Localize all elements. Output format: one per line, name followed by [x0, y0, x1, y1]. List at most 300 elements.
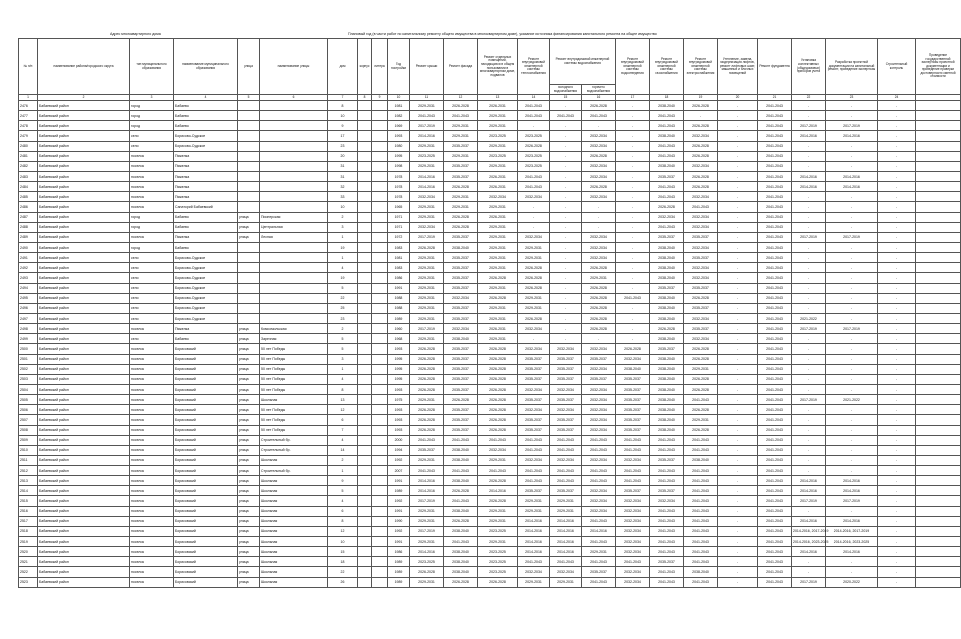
table-cell: [372, 516, 388, 526]
table-cell: 2514: [19, 486, 38, 496]
table-cell: 2041-2043: [758, 222, 792, 232]
table-cell: 2032-2034: [616, 496, 650, 506]
table-cell: [916, 526, 961, 536]
table-cell: 2026-2028: [518, 263, 550, 273]
table-cell: 2026-2028: [478, 364, 518, 374]
table-cell: -: [878, 334, 916, 344]
table-cell: 2504: [19, 384, 38, 394]
table-cell: [372, 151, 388, 161]
table-cell: -: [550, 192, 582, 202]
table-cell: 2038-2040: [650, 161, 684, 171]
table-cell: 2041-2043: [650, 192, 684, 202]
table-cell: -: [550, 253, 582, 263]
table-cell: Бабаевский район: [38, 364, 130, 374]
table-cell: Строительный бр.: [260, 435, 328, 445]
table-cell: [916, 384, 961, 394]
table-cell: 2041-2043: [650, 121, 684, 131]
table-cell: 2035-2037: [650, 557, 684, 567]
table-cell: -: [718, 486, 758, 496]
table-cell: улица: [238, 222, 260, 232]
table-cell: -: [550, 151, 582, 161]
table-cell: -: [826, 445, 878, 455]
table-cell: -: [718, 516, 758, 526]
table-cell: 2041-2043: [444, 435, 478, 445]
table-cell: 2014-2016: [518, 537, 550, 547]
table-cell: [372, 364, 388, 374]
table-cell: -: [878, 344, 916, 354]
table-cell: 2041-2043: [684, 202, 718, 212]
table-cell: [372, 141, 388, 151]
table-cell: 2035-2037: [444, 253, 478, 263]
table-cell: -: [616, 303, 650, 313]
table-cell: [916, 466, 961, 476]
table-cell: [358, 182, 372, 192]
table-cell: 2041-2043: [758, 141, 792, 151]
table-cell: 2041-2043: [684, 496, 718, 506]
table-cell: Школьная: [260, 577, 328, 587]
table-cell: село: [130, 303, 174, 313]
column-header: Ремонт фундамента: [758, 39, 792, 95]
table-cell: 2041-2043: [758, 303, 792, 313]
table-cell: 2035-2037: [684, 324, 718, 334]
table-cell: 1980: [388, 141, 410, 151]
table-cell: Бабаевский район: [38, 445, 130, 455]
table-cell: 1: [328, 232, 358, 242]
table-cell: [358, 161, 372, 171]
table-cell: 2026-2028: [518, 313, 550, 323]
table-cell: 2029-2031: [410, 253, 444, 263]
table-cell: 2035-2037: [518, 425, 550, 435]
table-cell: [916, 567, 961, 577]
table-cell: -: [878, 303, 916, 313]
table-cell: [358, 395, 372, 405]
table-cell: -: [878, 202, 916, 212]
table-cell: [358, 283, 372, 293]
table-cell: 2041-2043: [582, 476, 616, 486]
table-cell: 1989: [388, 486, 410, 496]
table-cell: улица: [238, 354, 260, 364]
table-cell: 2041-2043: [650, 151, 684, 161]
table-cell: 1982: [388, 111, 410, 121]
table-cell: 3: [328, 222, 358, 232]
column-number: 16: [582, 95, 616, 101]
table-cell: 2041-2043: [758, 131, 792, 141]
table-cell: Борисовский: [174, 466, 238, 476]
table-cell: -: [550, 101, 582, 111]
table-cell: село: [130, 313, 174, 323]
table-cell: 23: [328, 313, 358, 323]
table-header: [19, 39, 961, 101]
table-cell: 6: [328, 415, 358, 425]
table-row: [19, 496, 961, 506]
column-number: 22: [792, 95, 826, 101]
table-cell: Борисовский: [174, 445, 238, 455]
table-cell: 2041-2043: [758, 547, 792, 557]
table-cell: 2502: [19, 364, 38, 374]
table-cell: Борисовский: [174, 486, 238, 496]
table-cell: [260, 202, 328, 212]
table-cell: 1981: [388, 253, 410, 263]
table-cell: 2041-2043: [758, 192, 792, 202]
table-row: [19, 374, 961, 384]
column-header: Ремонт внутридомовой инженерной системы теплоснабжения: [518, 39, 550, 95]
table-cell: 2023-2025: [478, 557, 518, 567]
table-cell: 2014-2016: [826, 516, 878, 526]
table-cell: -: [550, 293, 582, 303]
table-cell: 2029-2031: [410, 273, 444, 283]
column-header: Ремонт фасада: [444, 39, 478, 95]
table-cell: [358, 577, 372, 587]
table-cell: 2038-2040: [650, 395, 684, 405]
table-cell: село: [130, 334, 174, 344]
table-cell: 2029-2031: [444, 192, 478, 202]
table-cell: улица: [238, 435, 260, 445]
table-cell: 2017-2019: [410, 324, 444, 334]
table-cell: 2026-2028: [410, 405, 444, 415]
table-cell: 2026-2031: [478, 324, 518, 334]
table-cell: [372, 242, 388, 252]
table-cell: поселок: [130, 466, 174, 476]
table-cell: 2041-2043: [684, 435, 718, 445]
table-cell: 2035-2037: [616, 425, 650, 435]
table-cell: Бабаево: [174, 121, 238, 131]
table-cell: поселок: [130, 557, 174, 567]
table-row: [19, 324, 961, 334]
table-cell: 2032-2034: [616, 526, 650, 536]
table-cell: поселок: [130, 415, 174, 425]
column-number: 17: [616, 95, 650, 101]
table-cell: Борисовский: [174, 354, 238, 364]
table-cell: Борисово-Судское: [174, 131, 238, 141]
table-cell: 2026-2028: [518, 273, 550, 283]
table-cell: Пяжелка: [174, 232, 238, 242]
table-cell: 2032-2034: [518, 384, 550, 394]
table-cell: 2035-2037: [444, 161, 478, 171]
table-cell: 2041-2043: [650, 111, 684, 121]
table-cell: 2032-2034: [518, 567, 550, 577]
table-cell: -: [718, 253, 758, 263]
column-header: Ремонт внутридомовой инженерной системы водоотведения: [616, 39, 650, 95]
table-cell: Бабаевский район: [38, 415, 130, 425]
table-cell: 32: [328, 182, 358, 192]
table-cell: 1995: [388, 354, 410, 364]
table-cell: Школьная: [260, 537, 328, 547]
table-cell: 2029-2031: [410, 577, 444, 587]
table-cell: -: [616, 121, 650, 131]
table-cell: 2026-2028: [444, 212, 478, 222]
table-cell: поселок: [130, 395, 174, 405]
table-cell: Борисовский: [174, 364, 238, 374]
table-cell: [916, 476, 961, 486]
table-cell: 9: [328, 476, 358, 486]
table-cell: [238, 263, 260, 273]
table-cell: Борисовский: [174, 405, 238, 415]
table-cell: 1993: [388, 384, 410, 394]
table-cell: 2023-2025: [478, 526, 518, 536]
table-cell: село: [130, 131, 174, 141]
table-cell: 2014-2016: [826, 476, 878, 486]
table-cell: 2029-2031: [444, 151, 478, 161]
table-cell: -: [826, 293, 878, 303]
table-cell: 2035-2037: [616, 374, 650, 384]
table-cell: 2026-2028: [478, 344, 518, 354]
table-cell: -: [878, 253, 916, 263]
table-cell: -: [878, 425, 916, 435]
table-cell: -: [718, 547, 758, 557]
table-cell: Бабаевский район: [38, 263, 130, 273]
table-cell: Бабаевский район: [38, 547, 130, 557]
table-cell: 2026-2028: [478, 425, 518, 435]
table-cell: 50 лет Победы: [260, 344, 328, 354]
table-cell: 2029-2031: [410, 516, 444, 526]
table-cell: Бабаевский район: [38, 273, 130, 283]
table-cell: 2041-2043: [758, 486, 792, 496]
table-cell: [916, 435, 961, 445]
table-cell: 2032-2034: [518, 455, 550, 465]
table-cell: -: [826, 455, 878, 465]
table-cell: -: [878, 567, 916, 577]
table-cell: 2038-2040: [444, 455, 478, 465]
table-cell: 2041-2043: [758, 202, 792, 212]
table-cell: [260, 242, 328, 252]
table-cell: -: [550, 131, 582, 141]
table-cell: улица: [238, 344, 260, 354]
table-cell: 2035-2037: [550, 395, 582, 405]
table-cell: 20: [328, 151, 358, 161]
table-cell: 2026-2028: [444, 577, 478, 587]
table-cell: [916, 293, 961, 303]
table-cell: Бабаево: [174, 111, 238, 121]
table-cell: [260, 101, 328, 111]
table-cell: 1993: [388, 131, 410, 141]
table-cell: [916, 537, 961, 547]
table-cell: 2511: [19, 455, 38, 465]
table-cell: 2029-2031: [478, 516, 518, 526]
table-cell: Пяжелка: [174, 192, 238, 202]
table-cell: 2038-2040: [444, 557, 478, 567]
table-cell: 2026-2028: [444, 395, 478, 405]
table-cell: 31: [328, 161, 358, 171]
table-cell: 2041-2043: [518, 476, 550, 486]
table-cell: -: [518, 222, 550, 232]
table-cell: 2026-2028: [684, 151, 718, 161]
table-cell: 2510: [19, 445, 38, 455]
table-cell: -: [792, 253, 826, 263]
table-cell: [358, 151, 372, 161]
table-cell: 2507: [19, 415, 38, 425]
table-cell: 2026-2028: [582, 293, 616, 303]
table-cell: 2014-2016: [410, 486, 444, 496]
table-cell: 2035-2037: [444, 283, 478, 293]
table-cell: 2032-2034: [518, 324, 550, 334]
table-cell: 2519: [19, 537, 38, 547]
table-cell: 2035-2037: [650, 171, 684, 181]
table-cell: 2041-2043: [684, 466, 718, 476]
table-cell: улица: [238, 496, 260, 506]
table-cell: -: [792, 506, 826, 516]
table-cell: [916, 324, 961, 334]
table-cell: -: [718, 374, 758, 384]
table-cell: 2014-2016: [550, 537, 582, 547]
table-cell: 2041-2043: [684, 547, 718, 557]
table-cell: [916, 486, 961, 496]
table-cell: 2029-2031: [444, 121, 478, 131]
table-cell: -: [792, 141, 826, 151]
table-cell: [358, 293, 372, 303]
table-cell: [358, 486, 372, 496]
table-cell: 2029-2031: [478, 455, 518, 465]
table-cell: 2032-2034: [684, 192, 718, 202]
table-cell: [372, 486, 388, 496]
table-cell: -: [826, 283, 878, 293]
table-cell: 1991: [388, 476, 410, 486]
table-cell: 2032-2034: [684, 313, 718, 323]
table-cell: [916, 283, 961, 293]
table-cell: 2023-2025: [478, 567, 518, 577]
table-cell: Санаторий Бабаевский: [174, 202, 238, 212]
table-cell: 50 лет Победы: [260, 354, 328, 364]
table-row: [19, 435, 961, 445]
table-cell: [358, 121, 372, 131]
table-cell: [358, 303, 372, 313]
table-cell: 2026-2028: [478, 293, 518, 303]
table-cell: -: [878, 151, 916, 161]
table-row: [19, 151, 961, 161]
table-cell: [358, 384, 372, 394]
table-cell: [358, 222, 372, 232]
table-cell: [372, 253, 388, 263]
table-cell: 1998: [388, 161, 410, 171]
table-cell: Пяжелка: [174, 182, 238, 192]
table-cell: Борисовский: [174, 567, 238, 577]
table-cell: 2017-2019: [792, 324, 826, 334]
table-cell: Школьная: [260, 476, 328, 486]
table-cell: 2041-2043: [518, 445, 550, 455]
table-cell: 2520: [19, 547, 38, 557]
table-cell: -: [616, 111, 650, 121]
table-cell: -: [616, 334, 650, 344]
table-cell: 2026-2028: [478, 577, 518, 587]
table-cell: -: [718, 202, 758, 212]
table-cell: [372, 212, 388, 222]
table-cell: 2026-2028: [582, 283, 616, 293]
table-cell: 2023-2025: [410, 557, 444, 567]
table-cell: 2026-2028: [478, 476, 518, 486]
table-cell: улица: [238, 384, 260, 394]
table-cell: 2029-2031: [478, 232, 518, 242]
table-cell: -: [878, 354, 916, 364]
table-cell: 2029-2031: [478, 506, 518, 516]
table-cell: 2481: [19, 151, 38, 161]
table-cell: Бабаевский район: [38, 293, 130, 303]
table-cell: [358, 415, 372, 425]
table-cell: [372, 455, 388, 465]
table-cell: -: [826, 263, 878, 273]
table-cell: 2035-2037: [684, 253, 718, 263]
table-cell: -: [826, 101, 878, 111]
table-cell: [916, 263, 961, 273]
table-cell: 2041-2043: [758, 445, 792, 455]
table-cell: поселок: [130, 171, 174, 181]
table-cell: 2041-2043: [478, 466, 518, 476]
table-cell: 2014-2016: [518, 516, 550, 526]
table-cell: [916, 171, 961, 181]
table-row: [19, 364, 961, 374]
table-cell: 2521: [19, 557, 38, 567]
table-cell: 2032-2034: [650, 496, 684, 506]
table-cell: [372, 202, 388, 212]
table-cell: [372, 547, 388, 557]
table-cell: [260, 253, 328, 263]
table-cell: 4: [328, 496, 358, 506]
table-cell: Школьная: [260, 496, 328, 506]
table-cell: -: [616, 212, 650, 222]
table-cell: 2014-2016: [792, 131, 826, 141]
table-cell: 2483: [19, 171, 38, 181]
table-cell: [358, 273, 372, 283]
table-cell: -: [878, 222, 916, 232]
table-cell: 2035-2037: [444, 171, 478, 181]
table-cell: -: [518, 121, 550, 131]
table-row: [19, 577, 961, 587]
table-cell: 2041-2043: [550, 466, 582, 476]
table-cell: -: [792, 364, 826, 374]
table-cell: [916, 395, 961, 405]
table-cell: село: [130, 293, 174, 303]
table-cell: -: [718, 455, 758, 465]
table-cell: Бабаевский район: [38, 344, 130, 354]
table-cell: 2032-2034: [444, 293, 478, 303]
table-cell: 2035-2037: [444, 384, 478, 394]
table-cell: -: [616, 182, 650, 192]
table-cell: 2038-2040: [650, 425, 684, 435]
table-cell: 2523: [19, 577, 38, 587]
table-cell: 2038-2040: [444, 506, 478, 516]
table-cell: -: [878, 405, 916, 415]
table-cell: 2026-2028: [650, 202, 684, 212]
table-cell: 2035-2037: [650, 486, 684, 496]
table-cell: [916, 303, 961, 313]
table-cell: 2035-2037: [616, 405, 650, 415]
table-cell: 2014-2016, 2023-2025: [826, 537, 878, 547]
table-cell: [358, 476, 372, 486]
table-cell: поселок: [130, 567, 174, 577]
table-cell: 1993: [388, 344, 410, 354]
column-header: корпус: [358, 39, 372, 95]
table-cell: 19: [328, 242, 358, 252]
table-cell: 2026-2028: [684, 384, 718, 394]
table-cell: 2035-2037: [650, 344, 684, 354]
table-cell: 2029-2031: [478, 283, 518, 293]
table-cell: -: [718, 171, 758, 181]
table-cell: -: [616, 313, 650, 323]
table-cell: 2: [328, 212, 358, 222]
table-cell: [916, 344, 961, 354]
table-cell: 2029-2031: [518, 496, 550, 506]
table-cell: 2017-2019: [410, 121, 444, 131]
table-cell: 2029-2031: [410, 506, 444, 516]
table-cell: Школьная: [260, 486, 328, 496]
table-cell: 2032-2034: [478, 192, 518, 202]
table-cell: 2489: [19, 232, 38, 242]
table-cell: [372, 232, 388, 242]
column-header: наименование района/городского округа: [38, 39, 130, 95]
table-cell: -: [518, 334, 550, 344]
table-cell: 2035-2037: [518, 395, 550, 405]
table-cell: 2041-2043: [550, 445, 582, 455]
table-cell: поселок: [130, 232, 174, 242]
table-cell: 2014-2016: [410, 171, 444, 181]
